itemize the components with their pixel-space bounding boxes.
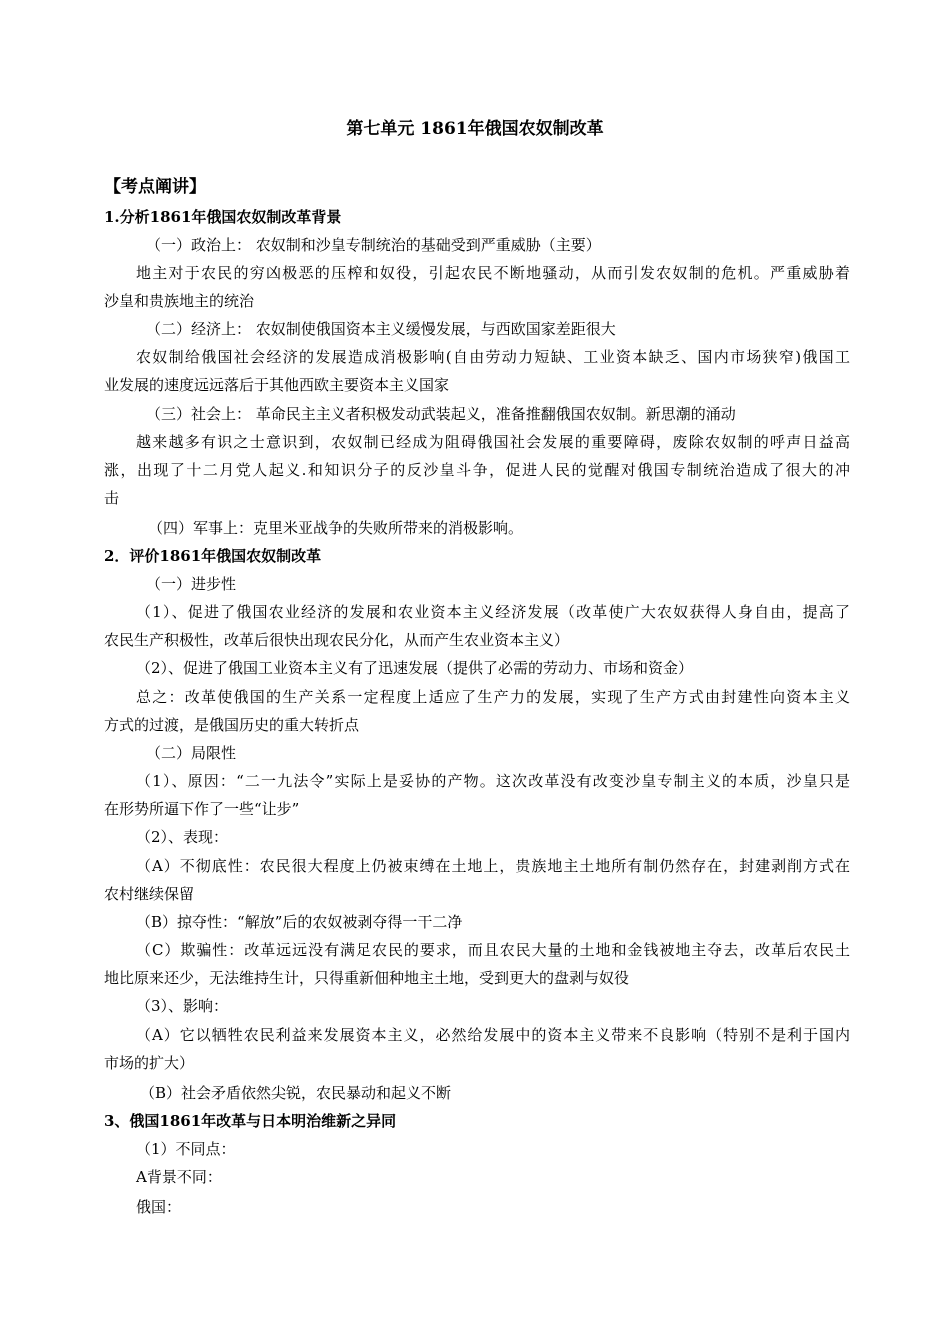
paragraph-line: A背景不同： <box>136 1168 222 1186</box>
section-header: 【考点阐讲】 <box>104 177 206 197</box>
paragraph-line: 击 <box>104 489 120 507</box>
paragraph-line: 沙皇和贵族地主的统治 <box>104 292 255 310</box>
paragraph-line: 总之：改革使俄国的生产关系一定程度上适应了生产力的发展，实现了生产方式由封建性向资本主义 <box>136 688 850 706</box>
paragraph-line: （A）不彻底性：农民很大程度上仍被束缚在土地上，贵族地主土地所有制仍然存在，封建剥削方式在 <box>136 857 850 875</box>
paragraph-line: （三）社会上： 革命民主主义者积极发动武装起义，准备推翻俄国农奴制。新思潮的涌动 <box>146 405 736 423</box>
paragraph-line: （B）掠夺性：“解放”后的农奴被剥夺得一干二净 <box>136 913 463 931</box>
paragraph-line: （二）经济上： 农奴制使俄国资本主义缓慢发展，与西欧国家差距很大 <box>146 320 616 338</box>
paragraph-line: 农村继续保留 <box>104 885 195 903</box>
paragraph-line: （2）、表现： <box>136 828 229 846</box>
document-title: 第七单元 1861年俄国农奴制改革 <box>346 119 604 139</box>
paragraph-line: （C）欺骗性：改革远远没有满足农民的要求，而且农民大量的土地和金钱被地主夺去，改革后农民土 <box>136 941 850 959</box>
paragraph-line: 方式的过渡，是俄国历史的重大转折点 <box>104 716 360 734</box>
heading-3: 3、俄国1861年改革与日本明治维新之异同 <box>104 1112 397 1130</box>
paragraph-line: （二）局限性 <box>146 744 237 762</box>
paragraph-line: 农奴制给俄国社会经济的发展造成消极影响(自由劳动力短缺、工业资本缺乏、国内市场狭窄)俄国工 <box>136 348 850 366</box>
paragraph-line: 在形势所逼下作了一些“让步” <box>104 800 300 818</box>
paragraph-line: （1）不同点： <box>136 1140 236 1158</box>
paragraph-line: 业发展的速度远远落后于其他西欧主要资本主义国家 <box>104 376 450 394</box>
paragraph-line: 涨，出现了十二月党人起义.和知识分子的反沙皇斗争，促进人民的觉醒对俄国专制统治造成了很大的冲 <box>104 461 850 479</box>
paragraph-line: （3）、影响： <box>136 997 229 1015</box>
paragraph-line: （B）社会矛盾依然尖锐，农民暴动和起义不断 <box>140 1084 452 1102</box>
paragraph-line: （一）进步性 <box>146 575 237 593</box>
paragraph-line: （1）、促进了俄国农业经济的发展和农业资本主义经济发展（改革使广大农奴获得人身自由，提高了 <box>136 603 850 621</box>
heading-2: 2．评价1861年俄国农奴制改革 <box>104 547 322 565</box>
paragraph-line: 地比原来还少，无法维持生计，只得重新佃种地主土地，受到更大的盘剥与奴役 <box>104 969 630 987</box>
paragraph-line: 地主对于农民的穷凶极恶的压榨和奴役，引起农民不断地骚动，从而引发农奴制的危机。严重威胁着 <box>136 264 850 282</box>
paragraph-line: （1）、原因：“二一九法令”实际上是妥协的产物。这次改革没有改变沙皇专制主义的本质，沙皇只是 <box>136 772 850 790</box>
heading-1: 1.分析1861年俄国农奴制改革背景 <box>104 208 342 226</box>
paragraph-line: （2）、促进了俄国工业资本主义有了迅速发展（提供了必需的劳动力、市场和资金） <box>136 659 694 677</box>
paragraph-line: 俄国： <box>136 1198 182 1216</box>
paragraph-line: （四）军事上：克里米亚战争的失败所带来的消极影响。 <box>148 519 524 537</box>
paragraph-line: 越来越多有识之士意识到，农奴制已经成为阻碍俄国社会发展的重要障碍，废除农奴制的呼声日益高 <box>136 433 850 451</box>
paragraph-line: 市场的扩大） <box>104 1054 195 1072</box>
paragraph-line: （A）它以牺牲农民利益来发展资本主义，必然给发展中的资本主义带来不良影响（特别不是利于国内 <box>136 1026 850 1044</box>
paragraph-line: （一）政治上： 农奴制和沙皇专制统治的基础受到严重威胁（主要） <box>146 236 601 254</box>
paragraph-line: 农民生产积极性，改革后很快出现农民分化，从而产生农业资本主义） <box>104 631 570 649</box>
